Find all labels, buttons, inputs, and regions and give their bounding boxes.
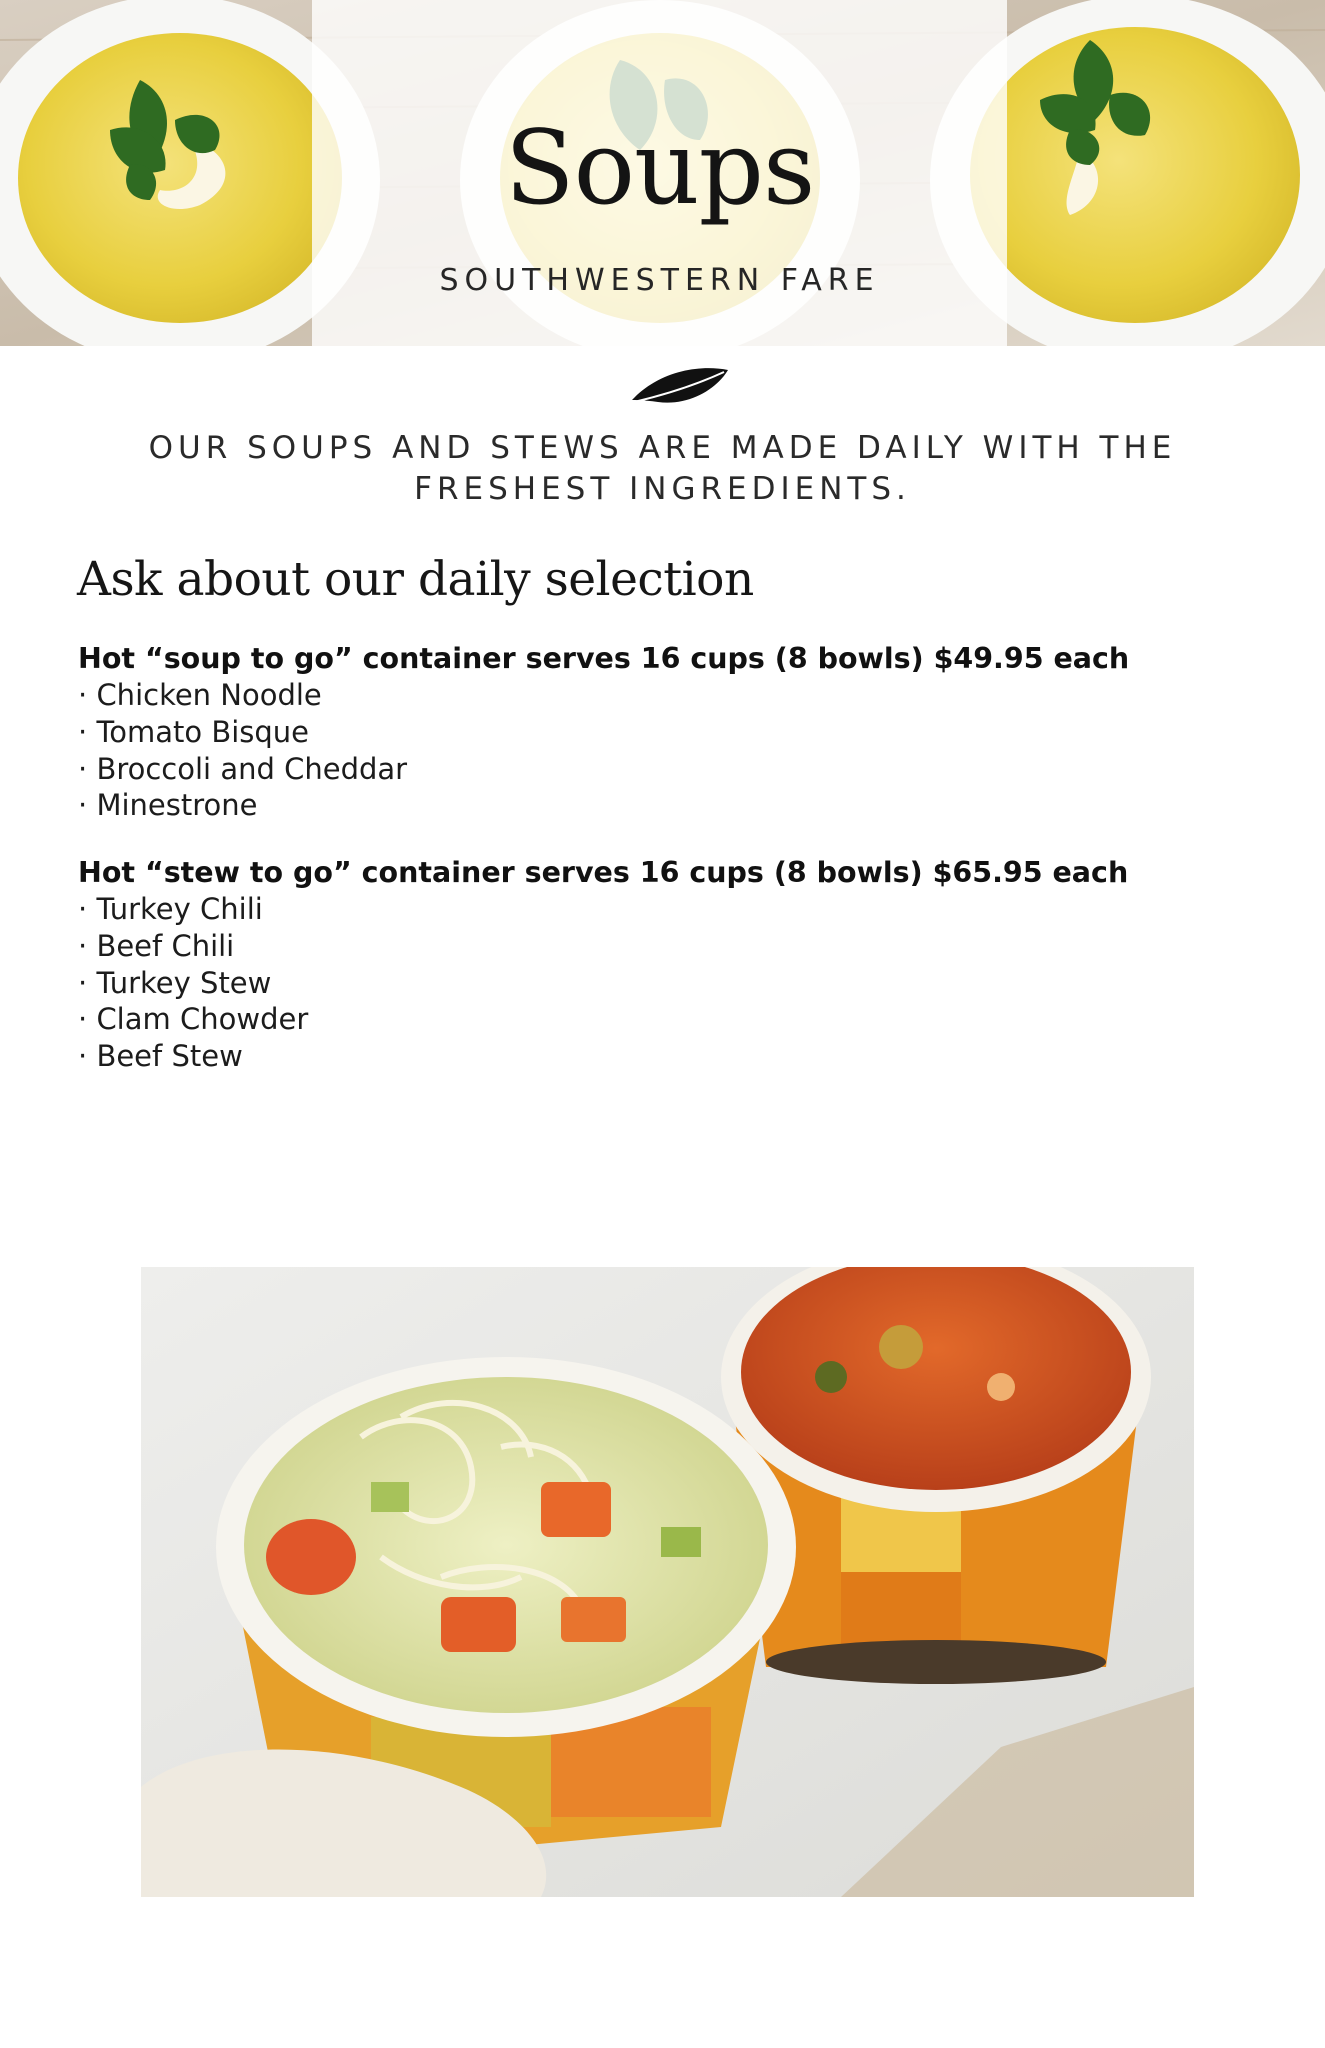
list-item: · Broccoli and Cheddar xyxy=(78,751,1129,788)
intro-text: OUR SOUPS AND STEWS ARE MADE DAILY WITH THE FRESHEST INGREDIENTS. xyxy=(148,430,1177,507)
list-item: · Turkey Stew xyxy=(78,965,1128,1002)
list-item: · Chicken Noodle xyxy=(78,677,1129,714)
stew-section-heading: Hot “stew to go” container serves 16 cups (8 bowls) $65.95 each xyxy=(78,856,1129,889)
list-item: · Clam Chowder xyxy=(78,1001,1128,1038)
soup-section-heading: Hot “soup to go” container serves 16 cups (8 bowls) $49.95 each xyxy=(78,642,1130,675)
stew-section xyxy=(78,854,1128,1075)
list-item: · Turkey Chili xyxy=(78,891,1128,928)
list-item: · Beef Chili xyxy=(78,928,1128,965)
header-banner xyxy=(0,0,1325,346)
list-item: · Minestrone xyxy=(78,787,1129,824)
list-item: · Tomato Bisque xyxy=(78,714,1129,751)
soup-section xyxy=(78,640,1129,824)
title-panel xyxy=(312,0,1007,346)
list-item: · Beef Stew xyxy=(78,1038,1128,1075)
page-title: Soups xyxy=(504,109,815,228)
page-subtitle: SOUTHWESTERN FARE xyxy=(439,263,880,298)
leaf-icon xyxy=(628,364,732,408)
soup-item-list xyxy=(78,677,1129,824)
selection-heading: Ask about our daily selection xyxy=(77,552,754,607)
soup-cups-photo xyxy=(141,1267,1194,1897)
stew-item-list xyxy=(78,891,1128,1075)
